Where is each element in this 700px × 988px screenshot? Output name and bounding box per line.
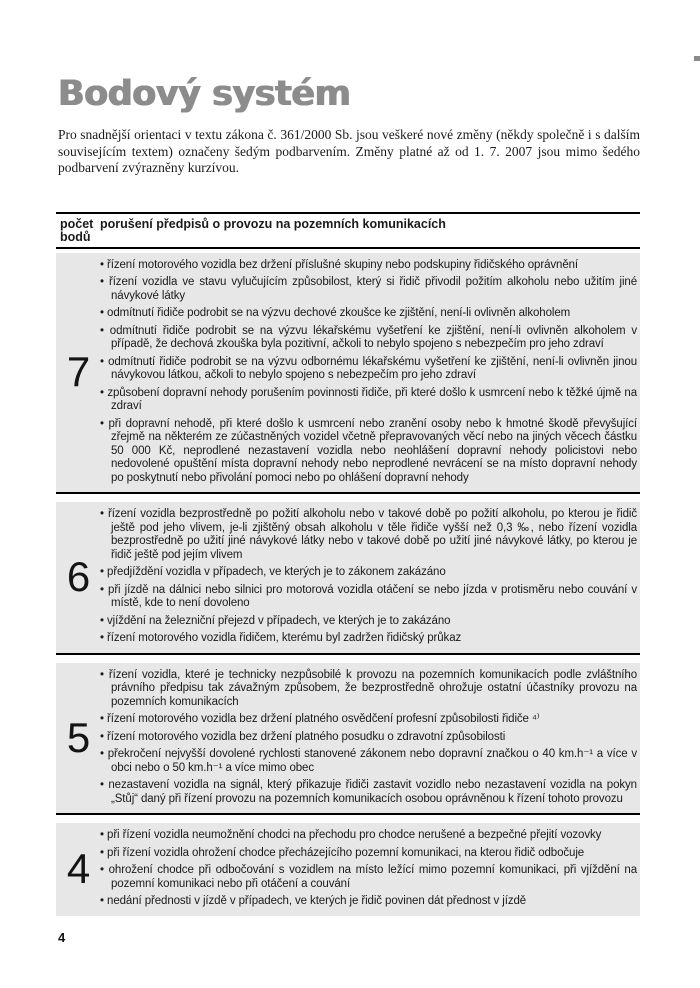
points-value: 6	[66, 553, 90, 601]
table-sections	[56, 253, 640, 916]
violation-item: • řízení motorového vozidla bez držení příslušné skupiny nebo podskupiny řidičského oprávnění	[100, 259, 637, 273]
violation-item: • řízení vozidla ve stavu vylučujícím způsobilost, který si řidič přivodil požitím alkoholu nebo užitím jiné návykové látky	[100, 276, 637, 303]
violation-item: • řízení vozidla bezprostředně po požití alkoholu nebo v takové době po požití alkoholu, po kterou je řidič ještě pod jeho vlivem, je-li zjištěný obsah alkoholu v těle řidiče vyšší než 0,3 ‰, nebo řízení vozidla bezprostředně po užití jiné návykové látky nebo v takové době po užití jiné návykové látky, po kterou je řidič ještě pod jejím vlivem	[100, 508, 637, 562]
violation-item: • řízení vozidla, které je technicky nezpůsobilé k provozu na pozemních komunikacích podle zvláštního právního předpisu tak závažným způsobem, že bezprostředně ohrožuje ostatní účastníky provozu na pozemních komunikacích	[100, 669, 637, 710]
violation-item: • vjíždění na železniční přejezd v případech, ve kterých je to zakázáno	[100, 615, 637, 629]
violation-item: • při řízení vozidla ohrožení chodce přecházejícího pozemní komunikaci, na kterou řidič odbočuje	[100, 847, 637, 861]
header-points-line1: počet	[60, 216, 94, 231]
violation-item: • odmítnutí řidiče podrobit se na výzvu lékařskému vyšetření ke zjištění, není-li ovlivněn alkoholem v případě, že dechová zkouška byla pozitivní, ačkoli to nebylo spojeno s nebezpečím pro jeho zdraví	[100, 325, 637, 352]
points-section	[56, 253, 640, 503]
header-points-line2: bodů	[60, 230, 91, 245]
table-header-violations: porušení předpisů o provozu na pozemních komunikacích	[100, 216, 446, 231]
section-gap	[56, 494, 640, 502]
violation-list	[100, 668, 640, 808]
violation-item: • způsobení dopravní nehody porušením povinnosti řidiče, při které došlo k usmrcení nebo k těžké újmě na zdraví	[100, 387, 637, 414]
document-body	[56, 0, 640, 916]
table-header-row	[56, 214, 640, 247]
points-section	[56, 502, 640, 663]
points-table	[56, 212, 640, 916]
violation-list	[100, 258, 640, 487]
violation-item: • při jízdě na dálnici nebo silnici pro motorová vozidla otáčení se nebo jízda v protisměru nebo couvání v místě, kde to není dovoleno	[100, 584, 637, 611]
page-title: Bodový systém	[58, 74, 351, 114]
table-header-points	[56, 218, 100, 245]
section-gap	[56, 815, 640, 823]
violation-item: • při dopravní nehodě, při které došlo k usmrcení nebo zranění osoby nebo k hmotné škodě převyšující zřejmě na některém ze zúčastněných vozidel včetně přepravovaných věcí nebo na jiných věcech částku 50 000 Kč, neprodlené nezastavení vozidla nebo neohlášení dopravní nehody policistovi nebo nedovolené opuštění místa dopravní nehody nebo neprodlené nevrácení se na místo dopravní nehody po poskytnutí nebo přivolání pomoci nebo po ohlášení dopravní nehody	[100, 418, 637, 486]
violation-item: • řízení motorového vozidla bez držení platného posudku o zdravotní způsobilosti	[100, 731, 637, 745]
intro-paragraph: Pro snadnější orientaci v textu zákona č. 361/2000 Sb. jsou veškeré nové změny (někdy společně i s dalším souvisejícím textem) označeny šedým podbarvením. Změny platné až od 1. 7. 2007 jsou mimo šedého podbarvení zvýrazněny kurzívou.	[58, 127, 640, 176]
violation-list	[100, 507, 640, 647]
violation-item: • řízení motorového vozidla bez držení platného osvědčení profesní způsobilosti řidiče ⁴⁾	[100, 713, 637, 727]
violation-item: • nezastavení vozidla na signál, který přikazuje řidiči zastavit vozidlo nebo nezastavení vozidla na pokyn „Stůj“ daný při řízení provozu na pozemních komunikacích osobou oprávněnou k řízení tohoto provozu	[100, 779, 637, 806]
points-value: 5	[66, 713, 90, 761]
violation-item: • řízení motorového vozidla řidičem, kterému byl zadržen řidičský průkaz	[100, 632, 637, 646]
points-section	[56, 823, 640, 916]
points-value: 4	[66, 845, 90, 893]
violation-item: • odmítnutí řidiče podrobit se na výzvu dechové zkoušce ke zjištění, není-li ovlivněn alkoholem	[100, 307, 637, 321]
points-value: 7	[66, 348, 90, 396]
crop-mark	[694, 56, 700, 61]
violation-item: • předjíždění vozidla v případech, ve kterých je to zákonem zakázáno	[100, 566, 637, 580]
points-section	[56, 663, 640, 824]
violation-item: • překročení nejvyšší dovolené rychlosti stanovené zákonem nebo dopravní značkou o 40 km.h⁻¹ a více v obci nebo o 50 km.h⁻¹ a více mimo obec	[100, 748, 637, 775]
violation-item: • ohrožení chodce při odbočování s vozidlem na místo ležící mimo pozemní komunikaci, při vjíždění na pozemní komunikaci nebo při otáčení a couvání	[100, 864, 637, 891]
violation-list	[100, 828, 640, 910]
violation-item: • odmítnutí řidiče podrobit se na výzvu odbornému lékařskému vyšetření ke zjištění, není-li ovlivněn jinou návykovou látkou, ačkoli to nebylo spojeno s nebezpečím pro jeho zdraví	[100, 356, 637, 383]
page-number: 4	[58, 930, 66, 945]
violation-item: • při řízení vozidla neumožnění chodci na přechodu pro chodce nerušené a bezpečné přejití vozovky	[100, 829, 637, 843]
violation-item: • nedání přednosti v jízdě v případech, ve kterých je řidič povinen dát přednost v jízdě	[100, 895, 637, 909]
section-gap	[56, 655, 640, 663]
